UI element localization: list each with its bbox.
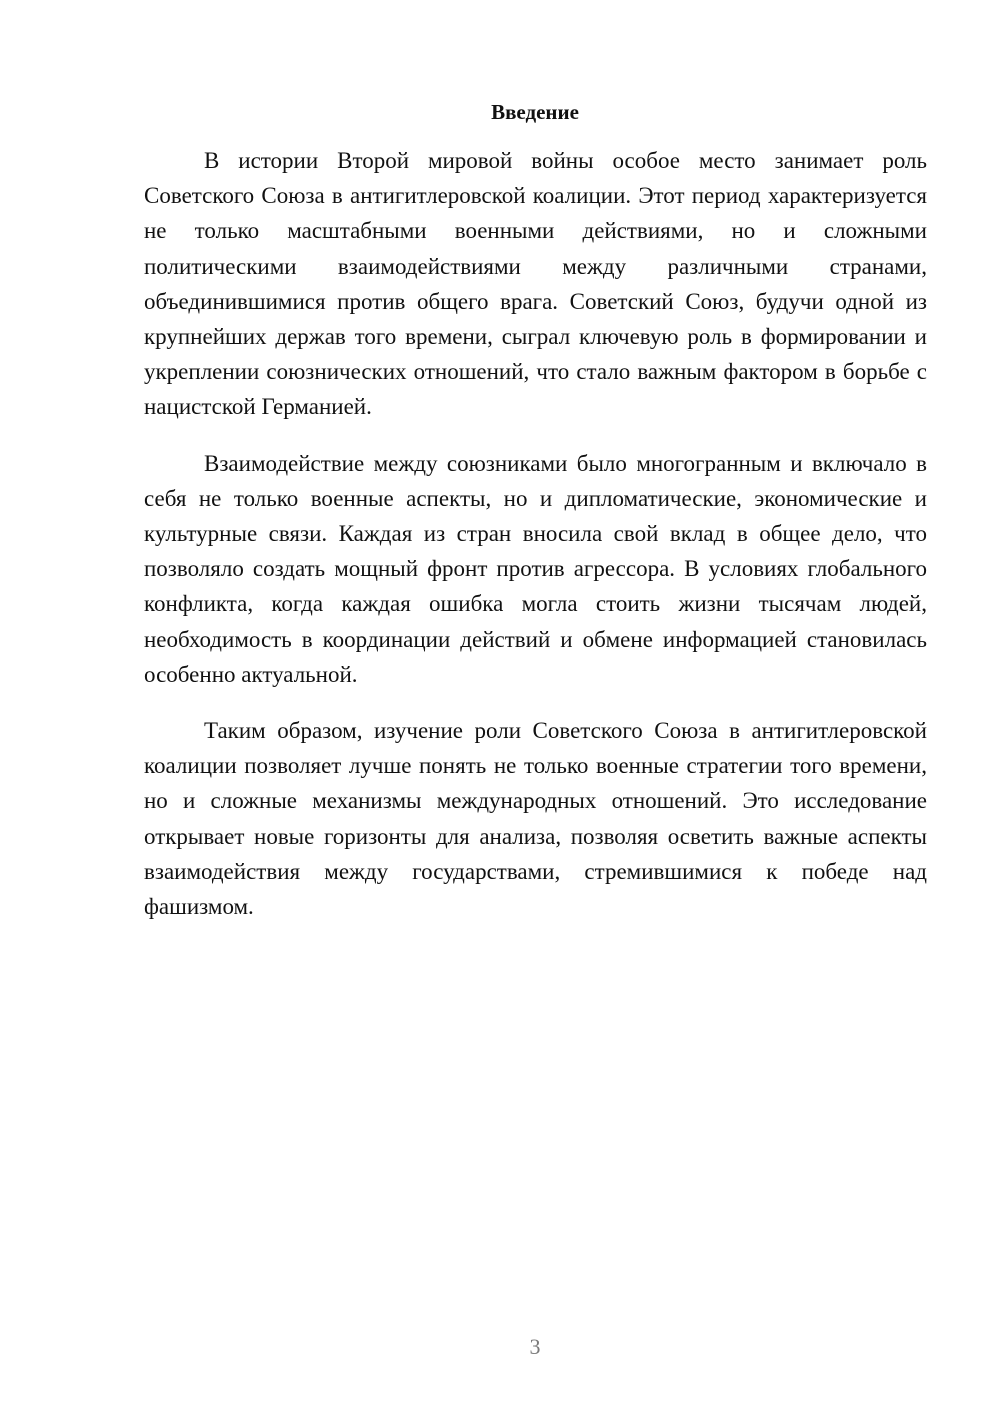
section-title: Введение <box>491 100 579 124</box>
body-text <box>144 143 927 924</box>
paragraph-3: Таким образом, изучение роли Советского Союза в антигитлеровской коалиции позволяет лучше понять не только военные стратегии того времени, но и сложные механизмы международных отношений. Это исследование открывает новые горизонты для анализа, позволяя осветить важные аспекты взаимодействия между государствами, стремившимися к победе над фашизмом. <box>144 718 927 920</box>
paragraph-2: Взаимодействие между союзниками было многогранным и включало в себя не только военные аспекты, но и дипломатические, экономические и культурные связи. Каждая из стран вносила свой вклад в общее дело, что позволяло создать мощный фронт против агрессора. В условиях глобального конфликта, когда каждая ошибка могла стоить жизни тысячам людей, необходимость в координации действий и обмене информацией становилась особенно актуальной. <box>144 450 927 687</box>
paragraph-1: В истории Второй мировой войны особое место занимает роль Советского Союза в антигитлеровской коалиции. Этот период характеризуется не только масштабными военными действиями, но и сложными политическими взаимодействиями между различными странами, объединившимися против общего врага. Советский Союз, будучи одной из крупнейших держав того времени, сыграл ключевую роль в формировании и укреплении союзнических отношений, что стало важным фактором в борьбе с нацистской Германией. <box>144 148 927 420</box>
page-number: 3 <box>529 1334 541 1359</box>
